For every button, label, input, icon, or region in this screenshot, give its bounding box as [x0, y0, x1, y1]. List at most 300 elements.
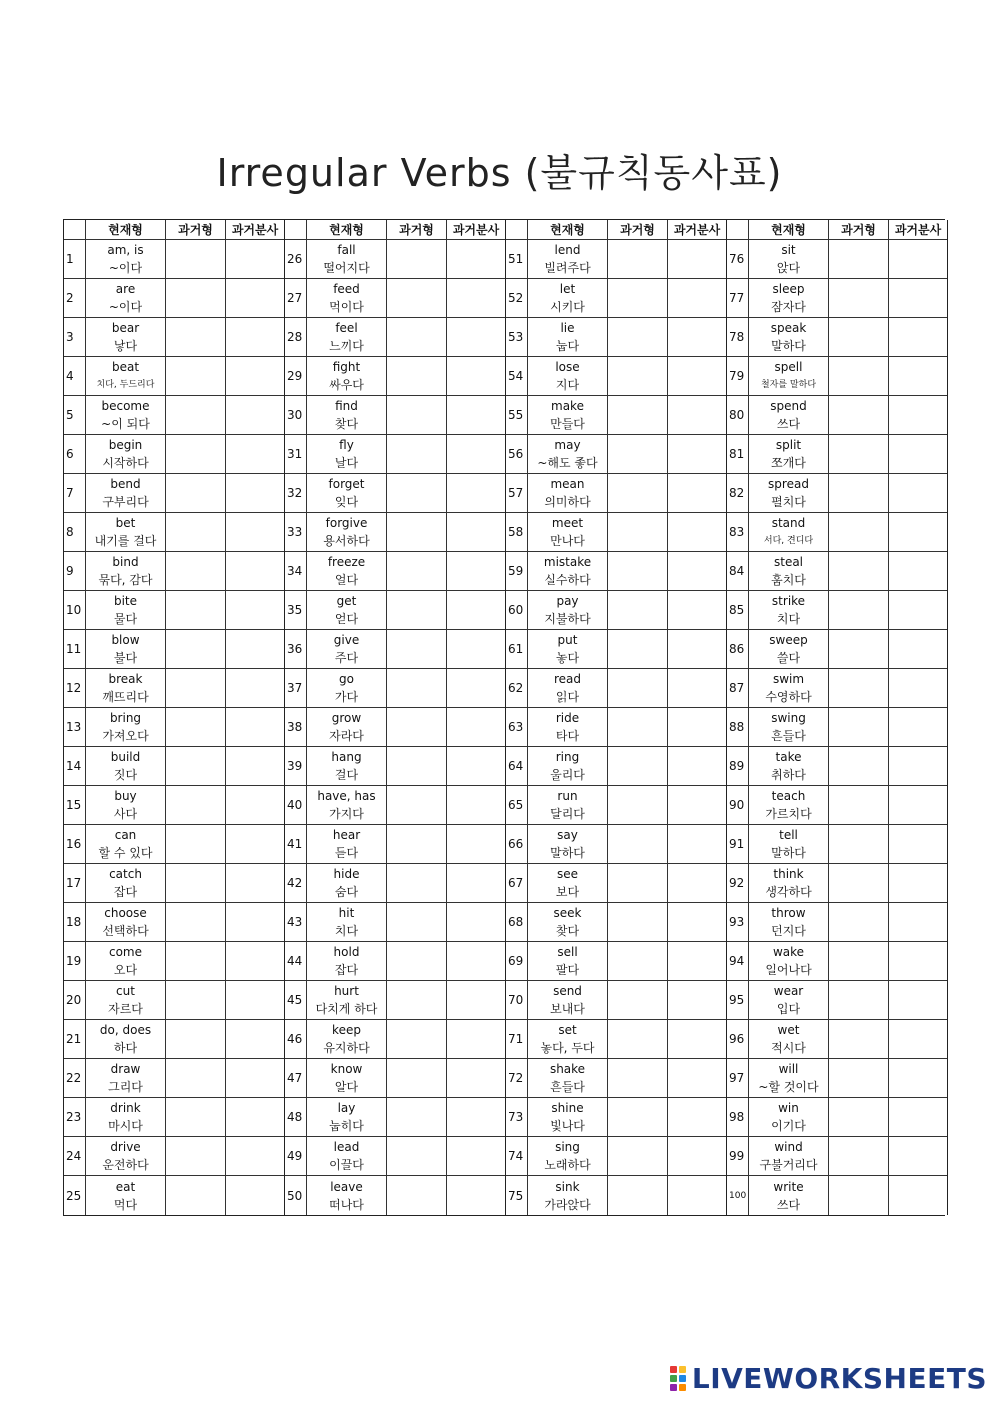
past-answer-cell[interactable] [387, 513, 447, 551]
past-answer-cell[interactable] [829, 1020, 889, 1058]
past-participle-answer-cell[interactable] [447, 435, 505, 473]
past-participle-answer-cell[interactable] [668, 1137, 726, 1175]
verb-english: hurt [334, 984, 359, 998]
past-answer-cell[interactable] [608, 513, 668, 551]
past-participle-answer-cell[interactable] [889, 981, 947, 1019]
past-participle-answer-cell[interactable] [668, 864, 726, 902]
past-participle-answer-cell[interactable] [226, 630, 284, 668]
past-participle-answer-cell[interactable] [668, 1020, 726, 1058]
past-participle-answer-cell[interactable] [226, 1137, 284, 1175]
past-participle-answer-cell[interactable] [447, 552, 505, 590]
past-answer-cell[interactable] [829, 1059, 889, 1097]
past-participle-answer-cell[interactable] [668, 279, 726, 317]
past-answer-cell[interactable] [387, 825, 447, 863]
past-participle-answer-cell[interactable] [447, 669, 505, 707]
past-answer-cell[interactable] [166, 903, 226, 941]
verb-row [64, 669, 284, 708]
verb-korean: 구부리다 [102, 495, 149, 509]
verb-row [506, 903, 726, 942]
past-participle-answer-cell[interactable] [889, 591, 947, 629]
past-answer-cell[interactable] [166, 864, 226, 902]
past-answer-cell[interactable] [608, 552, 668, 590]
past-answer-cell[interactable] [387, 435, 447, 473]
verb-korean: 불다 [113, 651, 138, 665]
past-answer-cell[interactable] [608, 786, 668, 824]
past-participle-answer-cell[interactable] [889, 396, 947, 434]
past-participle-answer-cell[interactable] [447, 981, 505, 1019]
verb-number: 64 [506, 747, 528, 785]
past-answer-cell[interactable] [166, 318, 226, 356]
verb-present-cell [86, 1176, 166, 1215]
past-answer-cell[interactable] [387, 864, 447, 902]
past-answer-cell[interactable] [166, 279, 226, 317]
past-participle-answer-cell[interactable] [668, 1176, 726, 1215]
past-participle-answer-cell[interactable] [226, 396, 284, 434]
verb-number: 40 [285, 786, 307, 824]
past-participle-answer-cell[interactable] [226, 357, 284, 395]
verb-present-cell [86, 396, 166, 434]
past-answer-cell[interactable] [829, 1176, 889, 1215]
verb-present-cell [86, 552, 166, 590]
verb-present-cell [307, 1098, 387, 1136]
past-answer-cell[interactable] [829, 981, 889, 1019]
past-participle-answer-cell[interactable] [889, 240, 947, 278]
verb-row [727, 1137, 947, 1176]
past-participle-answer-cell[interactable] [447, 630, 505, 668]
past-answer-cell[interactable] [608, 903, 668, 941]
verb-english: sleep [772, 282, 805, 296]
verb-english: strike [771, 594, 806, 608]
past-answer-cell[interactable] [608, 435, 668, 473]
past-participle-answer-cell[interactable] [889, 1176, 947, 1215]
past-answer-cell[interactable] [829, 747, 889, 785]
past-participle-answer-cell[interactable] [668, 240, 726, 278]
past-answer-cell[interactable] [829, 318, 889, 356]
past-answer-cell[interactable] [166, 552, 226, 590]
past-participle-answer-cell[interactable] [668, 396, 726, 434]
verb-present-cell [307, 552, 387, 590]
verb-number: 69 [506, 942, 528, 980]
verb-row [727, 786, 947, 825]
verb-row [727, 396, 947, 435]
past-answer-cell[interactable] [387, 1137, 447, 1175]
verb-english: fly [339, 438, 354, 452]
verb-korean: 말하다 [550, 846, 585, 860]
past-participle-answer-cell[interactable] [447, 825, 505, 863]
verb-row [64, 1176, 284, 1215]
past-answer-cell[interactable] [829, 903, 889, 941]
verb-present-cell [749, 318, 829, 356]
verb-number: 76 [727, 240, 749, 278]
verb-present-cell [307, 825, 387, 863]
past-answer-cell[interactable] [166, 513, 226, 551]
verb-korean: 일어나다 [765, 963, 812, 977]
past-answer-cell[interactable] [166, 630, 226, 668]
past-participle-answer-cell[interactable] [226, 513, 284, 551]
past-answer-cell[interactable] [387, 1020, 447, 1058]
verb-number: 50 [285, 1176, 307, 1215]
past-participle-answer-cell[interactable] [668, 435, 726, 473]
past-participle-answer-cell[interactable] [668, 1059, 726, 1097]
past-participle-answer-cell[interactable] [668, 669, 726, 707]
past-answer-cell[interactable] [608, 669, 668, 707]
past-answer-cell[interactable] [608, 318, 668, 356]
verb-number: 24 [64, 1137, 86, 1175]
verb-row [727, 1176, 947, 1215]
past-participle-answer-cell[interactable] [889, 1137, 947, 1175]
verb-present-cell [86, 1059, 166, 1097]
past-participle-answer-cell[interactable] [226, 279, 284, 317]
verb-english: see [556, 867, 579, 881]
past-answer-cell[interactable] [166, 1176, 226, 1215]
verb-present-cell [86, 513, 166, 551]
past-participle-answer-cell[interactable] [668, 903, 726, 941]
verb-korean: 말하다 [771, 339, 806, 353]
past-answer-cell[interactable] [829, 1098, 889, 1136]
verb-present-cell [749, 357, 829, 395]
past-answer-cell[interactable] [166, 981, 226, 1019]
verb-number: 22 [64, 1059, 86, 1097]
verb-number: 27 [285, 279, 307, 317]
verb-present-cell [749, 552, 829, 590]
past-participle-answer-cell[interactable] [226, 318, 284, 356]
past-answer-cell[interactable] [608, 474, 668, 512]
past-answer-cell[interactable] [829, 279, 889, 317]
past-participle-answer-cell[interactable] [889, 903, 947, 941]
past-answer-cell[interactable] [829, 357, 889, 395]
past-answer-cell[interactable] [387, 318, 447, 356]
past-participle-answer-cell[interactable] [447, 1137, 505, 1175]
verb-row [285, 1059, 505, 1098]
past-answer-cell[interactable] [608, 1176, 668, 1215]
past-participle-answer-cell[interactable] [889, 552, 947, 590]
past-participle-answer-cell[interactable] [889, 474, 947, 512]
past-participle-answer-cell[interactable] [447, 474, 505, 512]
past-answer-cell[interactable] [829, 825, 889, 863]
past-answer-cell[interactable] [387, 903, 447, 941]
past-answer-cell[interactable] [608, 1098, 668, 1136]
past-answer-cell[interactable] [829, 708, 889, 746]
verb-present-cell [86, 903, 166, 941]
past-answer-cell[interactable] [387, 396, 447, 434]
verb-english: drink [110, 1101, 141, 1115]
past-participle-answer-cell[interactable] [226, 981, 284, 1019]
past-answer-cell[interactable] [387, 981, 447, 1019]
past-participle-answer-cell[interactable] [889, 747, 947, 785]
past-participle-answer-cell[interactable] [668, 825, 726, 863]
past-answer-cell[interactable] [608, 1137, 668, 1175]
past-answer-cell[interactable] [387, 747, 447, 785]
verb-korean: 쓸다 [776, 651, 801, 665]
past-answer-cell[interactable] [387, 552, 447, 590]
past-answer-cell[interactable] [608, 981, 668, 1019]
verb-korean: 묶다, 감다 [98, 573, 153, 587]
verb-korean: ~이다 [108, 261, 143, 275]
past-answer-cell[interactable] [387, 942, 447, 980]
past-participle-answer-cell[interactable] [889, 669, 947, 707]
past-participle-answer-cell[interactable] [668, 513, 726, 551]
past-answer-cell[interactable] [387, 1098, 447, 1136]
past-answer-cell[interactable] [829, 591, 889, 629]
past-answer-cell[interactable] [829, 1137, 889, 1175]
past-answer-cell[interactable] [387, 630, 447, 668]
past-participle-answer-cell[interactable] [668, 357, 726, 395]
verb-number: 92 [727, 864, 749, 902]
past-participle-answer-cell[interactable] [226, 1020, 284, 1058]
verb-number: 67 [506, 864, 528, 902]
past-answer-cell[interactable] [829, 942, 889, 980]
past-answer-cell[interactable] [608, 747, 668, 785]
past-participle-answer-cell[interactable] [447, 786, 505, 824]
past-participle-answer-cell[interactable] [226, 786, 284, 824]
past-answer-cell[interactable] [829, 435, 889, 473]
verb-row [506, 786, 726, 825]
past-answer-cell[interactable] [387, 357, 447, 395]
verb-korean: 찾다 [334, 417, 359, 431]
past-participle-answer-cell[interactable] [226, 708, 284, 746]
past-participle-answer-cell[interactable] [447, 1176, 505, 1215]
past-participle-answer-cell[interactable] [226, 825, 284, 863]
past-answer-cell[interactable] [829, 552, 889, 590]
past-participle-answer-cell[interactable] [889, 1059, 947, 1097]
past-answer-cell[interactable] [387, 591, 447, 629]
past-participle-answer-cell[interactable] [668, 1098, 726, 1136]
verb-number: 75 [506, 1176, 528, 1215]
verb-english: have, has [317, 789, 376, 803]
verb-present-cell [749, 981, 829, 1019]
past-answer-cell[interactable] [608, 864, 668, 902]
past-answer-cell[interactable] [387, 474, 447, 512]
past-participle-answer-cell[interactable] [226, 240, 284, 278]
verb-row [506, 669, 726, 708]
verb-row [285, 279, 505, 318]
past-participle-answer-cell[interactable] [226, 435, 284, 473]
verb-row [727, 279, 947, 318]
past-answer-cell[interactable] [829, 786, 889, 824]
past-answer-cell[interactable] [166, 1020, 226, 1058]
verb-english: lay [337, 1101, 356, 1115]
past-participle-answer-cell[interactable] [447, 591, 505, 629]
verb-row [64, 396, 284, 435]
past-participle-answer-cell[interactable] [668, 708, 726, 746]
verb-korean: 팔다 [555, 963, 580, 977]
past-answer-cell[interactable] [166, 1137, 226, 1175]
past-answer-cell[interactable] [166, 669, 226, 707]
past-answer-cell[interactable] [166, 786, 226, 824]
header-number-cell [285, 220, 307, 239]
past-answer-cell[interactable] [166, 591, 226, 629]
past-participle-answer-cell[interactable] [668, 942, 726, 980]
past-answer-cell[interactable] [608, 1059, 668, 1097]
verb-korean: 서다, 견디다 [763, 536, 814, 546]
past-participle-answer-cell[interactable] [447, 1098, 505, 1136]
past-participle-answer-cell[interactable] [889, 435, 947, 473]
verb-row [506, 591, 726, 630]
past-participle-answer-cell[interactable] [447, 708, 505, 746]
past-participle-answer-cell[interactable] [889, 357, 947, 395]
past-participle-answer-cell[interactable] [447, 279, 505, 317]
past-answer-cell[interactable] [608, 942, 668, 980]
verb-english: build [110, 750, 141, 764]
past-participle-answer-cell[interactable] [889, 1098, 947, 1136]
past-answer-cell[interactable] [166, 1098, 226, 1136]
past-participle-answer-cell[interactable] [226, 1098, 284, 1136]
past-participle-answer-cell[interactable] [226, 1059, 284, 1097]
past-participle-answer-cell[interactable] [447, 240, 505, 278]
verb-english: eat [115, 1179, 136, 1194]
past-answer-cell[interactable] [608, 825, 668, 863]
past-answer-cell[interactable] [387, 669, 447, 707]
past-participle-answer-cell[interactable] [668, 786, 726, 824]
verb-row [64, 1020, 284, 1059]
past-participle-answer-cell[interactable] [447, 513, 505, 551]
past-participle-answer-cell[interactable] [668, 474, 726, 512]
past-participle-answer-cell[interactable] [226, 1176, 284, 1215]
past-answer-cell[interactable] [829, 513, 889, 551]
verb-english: speak [770, 321, 807, 335]
past-participle-answer-cell[interactable] [668, 552, 726, 590]
past-participle-answer-cell[interactable] [447, 864, 505, 902]
verb-english: read [553, 672, 582, 686]
verb-number: 7 [64, 474, 86, 512]
past-answer-cell[interactable] [608, 240, 668, 278]
past-answer-cell[interactable] [166, 708, 226, 746]
verb-present-cell [86, 786, 166, 824]
past-answer-cell[interactable] [166, 942, 226, 980]
past-answer-cell[interactable] [166, 396, 226, 434]
verb-korean: ~할 것이다 [758, 1080, 819, 1094]
past-answer-cell[interactable] [166, 435, 226, 473]
past-answer-cell[interactable] [166, 1059, 226, 1097]
past-answer-cell[interactable] [608, 630, 668, 668]
past-participle-answer-cell[interactable] [226, 474, 284, 512]
past-answer-cell[interactable] [829, 396, 889, 434]
verb-korean: 의미하다 [544, 495, 591, 509]
past-participle-answer-cell[interactable] [447, 747, 505, 785]
past-participle-answer-cell[interactable] [226, 864, 284, 902]
past-participle-answer-cell[interactable] [447, 942, 505, 980]
verb-present-cell [528, 435, 608, 473]
past-answer-cell[interactable] [166, 747, 226, 785]
verb-row [64, 318, 284, 357]
past-answer-cell[interactable] [166, 825, 226, 863]
past-answer-cell[interactable] [166, 240, 226, 278]
verb-english: take [775, 750, 802, 764]
past-answer-cell[interactable] [387, 279, 447, 317]
verb-row [64, 591, 284, 630]
past-participle-answer-cell[interactable] [889, 513, 947, 551]
verb-number: 53 [506, 318, 528, 356]
past-participle-answer-cell[interactable] [889, 318, 947, 356]
past-answer-cell[interactable] [829, 630, 889, 668]
past-answer-cell[interactable] [166, 357, 226, 395]
verb-korean: 생각하다 [765, 885, 812, 899]
past-participle-answer-cell[interactable] [889, 864, 947, 902]
past-answer-cell[interactable] [608, 279, 668, 317]
past-participle-answer-cell[interactable] [889, 708, 947, 746]
past-answer-cell[interactable] [387, 240, 447, 278]
past-answer-cell[interactable] [166, 474, 226, 512]
past-participle-answer-cell[interactable] [226, 903, 284, 941]
verb-row [64, 942, 284, 981]
past-answer-cell[interactable] [608, 1020, 668, 1058]
past-answer-cell[interactable] [387, 786, 447, 824]
verb-korean: 치다 [776, 612, 801, 626]
past-participle-answer-cell[interactable] [226, 591, 284, 629]
past-participle-answer-cell[interactable] [668, 981, 726, 1019]
verb-present-cell [86, 630, 166, 668]
past-participle-answer-cell[interactable] [668, 747, 726, 785]
past-participle-answer-cell[interactable] [447, 1020, 505, 1058]
verb-english: throw [771, 906, 806, 920]
past-answer-cell[interactable] [829, 240, 889, 278]
logo-text: LIVEWORKSHEETS [691, 1362, 987, 1395]
past-answer-cell[interactable] [608, 357, 668, 395]
verb-number: 8 [64, 513, 86, 551]
past-participle-answer-cell[interactable] [447, 1059, 505, 1097]
verb-row [64, 630, 284, 669]
verb-number: 30 [285, 396, 307, 434]
verb-english: steal [773, 555, 804, 569]
verb-number: 63 [506, 708, 528, 746]
past-participle-answer-cell[interactable] [668, 318, 726, 356]
past-participle-answer-cell[interactable] [668, 630, 726, 668]
past-answer-cell[interactable] [829, 864, 889, 902]
past-participle-answer-cell[interactable] [226, 552, 284, 590]
verb-korean: 유지하다 [323, 1041, 370, 1055]
verb-row [285, 903, 505, 942]
past-answer-cell[interactable] [387, 1176, 447, 1215]
past-participle-answer-cell[interactable] [226, 747, 284, 785]
verb-number: 21 [64, 1020, 86, 1058]
verb-present-cell [528, 1098, 608, 1136]
verb-english: grow [331, 711, 362, 725]
verb-korean: ~해도 좋다 [537, 456, 598, 470]
past-participle-answer-cell[interactable] [889, 942, 947, 980]
past-answer-cell[interactable] [387, 1059, 447, 1097]
past-participle-answer-cell[interactable] [889, 630, 947, 668]
past-answer-cell[interactable] [608, 708, 668, 746]
verb-korean: 알다 [334, 1080, 359, 1094]
verb-row [506, 747, 726, 786]
verb-block [727, 220, 948, 1215]
past-participle-answer-cell[interactable] [889, 1020, 947, 1058]
past-participle-answer-cell[interactable] [668, 591, 726, 629]
past-answer-cell[interactable] [387, 708, 447, 746]
verb-row [506, 825, 726, 864]
verb-korean: 치다 [334, 924, 359, 938]
verb-present-cell [86, 981, 166, 1019]
past-participle-answer-cell[interactable] [226, 669, 284, 707]
verb-present-cell [86, 708, 166, 746]
past-participle-answer-cell[interactable] [447, 357, 505, 395]
past-answer-cell[interactable] [829, 474, 889, 512]
past-answer-cell[interactable] [608, 396, 668, 434]
past-participle-answer-cell[interactable] [447, 396, 505, 434]
past-participle-answer-cell[interactable] [447, 318, 505, 356]
past-participle-answer-cell[interactable] [889, 825, 947, 863]
verb-english: mean [550, 477, 585, 491]
past-answer-cell[interactable] [829, 669, 889, 707]
verb-present-cell [86, 669, 166, 707]
past-participle-answer-cell[interactable] [889, 279, 947, 317]
past-participle-answer-cell[interactable] [447, 903, 505, 941]
liveworksheets-logo [670, 1362, 987, 1395]
past-answer-cell[interactable] [608, 591, 668, 629]
verb-present-cell [307, 474, 387, 512]
past-participle-answer-cell[interactable] [226, 942, 284, 980]
past-participle-answer-cell[interactable] [889, 786, 947, 824]
